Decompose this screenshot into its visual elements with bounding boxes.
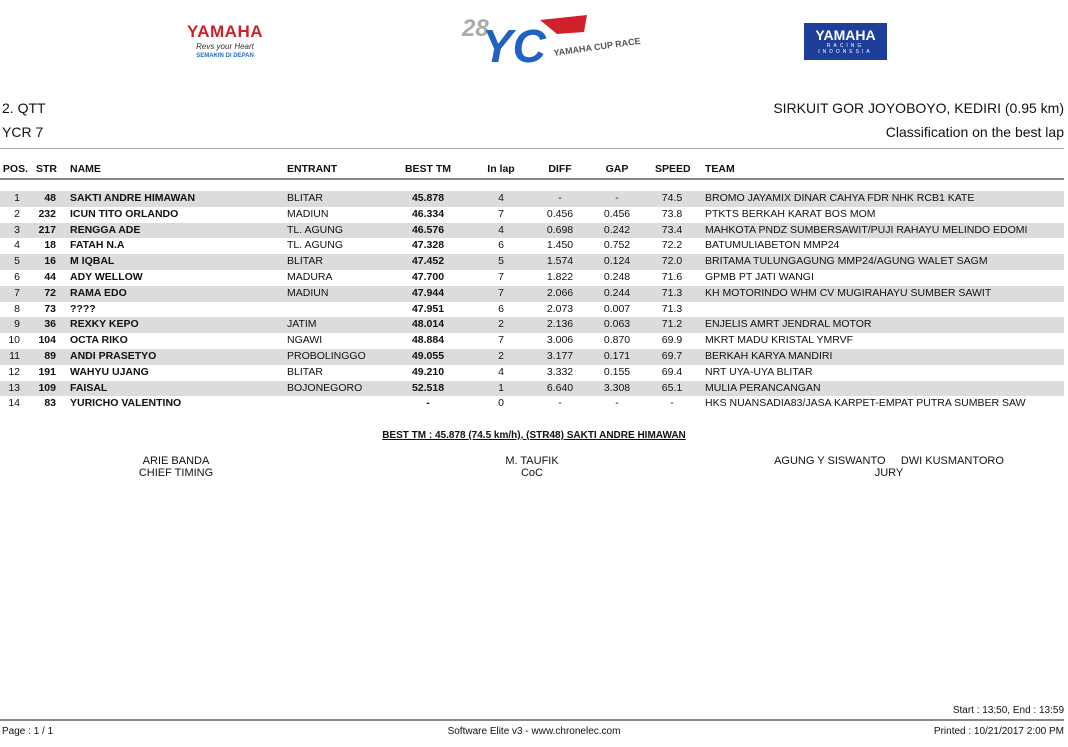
signature-role: CoC [520,467,543,479]
cell-name: SAKTI ANDRE HIMAWAN [70,192,196,204]
signature-name: DWI KUSMANTORO [900,455,1004,467]
col-gap: GAP [605,163,629,175]
start-end-time: Start : 13:50, End : 13:59 [952,705,1064,716]
cell-str: 36 [44,318,56,331]
cell-speed: 71.6 [661,271,683,283]
circuit-title: SIRKUIT GOR JOYOBOYO, KEDIRI (0.95 km) [773,100,1064,116]
cell-team: KH MOTORINDO WHM CV MUGIRAHAYU SUMBER SAWIT [705,286,992,299]
col-speed: SPEED [655,163,691,175]
cell-name: FAISAL [70,381,108,394]
software-credit: Software Elite v3 - www.chronelec.com [447,726,621,737]
chief-timing-signature [116,455,236,479]
cell-entrant: TL. AGUNG [287,223,344,236]
yamaha-racing-logo [804,23,887,60]
cell-diff: 1.450 [546,239,574,252]
cell-team: BROMO JAYAMIX DINAR CAHYA FDR NHK RCB1 KATE [705,192,975,204]
logo-sub: RACING [826,43,865,49]
cell-pos: 1 [14,192,20,204]
signature-name: AGUNG Y SISWANTO [774,455,886,467]
cell-lap: 5 [498,255,504,268]
cell-diff: 2.066 [546,286,574,299]
table-row [0,270,1064,286]
cell-str: 109 [38,381,56,394]
cell-lap: 1 [498,381,504,394]
cell-best: 46.576 [411,223,445,236]
cell-entrant: MADURA [287,271,333,283]
cell-name: REXKY KEPO [70,318,139,331]
cell-team: PTKTS BERKAH KARAT BOS MOM [705,207,876,220]
table-row [0,191,1064,207]
cell-gap: 3.308 [603,381,631,394]
col-str: STR [36,163,57,175]
cell-str: 89 [44,350,56,362]
signature-role: CHIEF TIMING [138,467,214,479]
cell-best: - [426,397,430,410]
cell-entrant: BLITAR [287,255,323,268]
cell-gap: 0.171 [603,350,631,362]
table-row [0,238,1064,254]
col-lap: In lap [487,163,515,175]
cell-team: MKRT MADU KRISTAL YMRVF [705,334,853,347]
header-divider [0,178,1064,180]
cell-diff: - [558,397,562,410]
cell-str: 44 [44,271,56,283]
classification-subtitle: Classification on the best lap [885,124,1064,140]
cell-best: 49.055 [411,350,445,362]
svg-text:YAMAHA CUP RACE: YAMAHA CUP RACE [552,35,642,58]
cell-str: 73 [44,302,56,315]
cell-diff: 1.574 [546,255,574,268]
logo-slogan: SEMAKIN DI DEPAN [196,53,254,59]
cell-team: MAHKOTA PNDZ SUMBERSAWIT/PUJI RAHAYU MELINDO EDOMI [705,223,1028,236]
cell-team: ENJELIS AMRT JENDRAL MOTOR [705,318,872,331]
cell-speed: 73.8 [661,207,683,220]
cell-name: ANDI PRASETYO [70,350,157,362]
cell-name: ADY WELLOW [70,271,143,283]
cell-lap: 0 [498,397,504,410]
cell-team: GPMB PT JATI WANGI [705,271,814,283]
cell-best: 47.452 [411,255,445,268]
cell-pos: 3 [14,223,20,236]
table-header [0,162,1064,178]
cell-lap: 7 [498,207,504,220]
cell-pos: 2 [14,207,20,220]
cell-gap: 0.248 [603,271,631,283]
cell-speed: 69.7 [661,350,683,362]
cell-str: 217 [38,223,56,236]
cell-lap: 7 [498,334,504,347]
printed-date: Printed : 10/21/2017 2:00 PM [933,726,1064,737]
cell-team: BERKAH KARYA MANDIRI [705,350,833,362]
cell-pos: 10 [8,334,20,347]
cell-diff: 6.640 [546,381,574,394]
cell-str: 83 [44,397,56,410]
cell-best: 48.884 [411,334,445,347]
cell-str: 72 [44,286,56,299]
cell-speed: 69.9 [661,334,683,347]
cell-speed: 73.4 [661,223,683,236]
table-row [0,317,1064,333]
cell-pos: 11 [9,350,20,362]
cell-best: 49.210 [411,365,445,378]
jury-signature [750,455,1028,479]
cell-entrant: MADIUN [287,207,329,220]
table-row [0,207,1064,223]
cell-diff: 1.822 [546,271,574,283]
svg-text:YC: YC [482,20,546,72]
class-title: YCR 7 [2,124,44,140]
cell-diff: 3.332 [546,365,574,378]
cell-gap: 0.155 [603,365,631,378]
cell-str: 18 [44,239,56,252]
col-team: TEAM [705,163,735,175]
cell-entrant: BLITAR [287,365,323,378]
session-title: 2. QTT [2,100,46,116]
logo-brand: YAMAHA [186,22,264,41]
cell-team: HKS NUANSADIA83/JASA KARPET-EMPAT PUTRA SUMBER SAW [705,397,1026,410]
cell-lap: 6 [498,302,504,315]
col-name: NAME [70,163,101,175]
cell-pos: 5 [14,255,20,268]
cell-speed: 71.3 [661,302,683,315]
table-row [0,381,1064,397]
cell-pos: 14 [8,397,20,410]
cell-gap: 0.752 [603,239,631,252]
cell-best: 52.518 [411,381,445,394]
logo-brand: YAMAHA [815,27,876,43]
cell-gap: 0.456 [603,207,631,220]
cell-best: 47.944 [411,286,445,299]
col-pos: POS. [2,163,28,175]
table-row [0,349,1064,365]
cell-name: M IQBAL [70,255,115,268]
table-row [0,365,1064,381]
signature-name: M. TAUFIK [505,455,559,467]
cell-speed: 69.4 [661,365,683,378]
cell-pos: 6 [14,271,20,283]
cell-lap: 4 [498,365,504,378]
cell-best: 47.700 [411,271,445,283]
cell-entrant: BLITAR [287,192,323,204]
cell-entrant: TL. AGUNG [287,239,344,252]
cell-best: 45.878 [411,192,445,204]
cell-pos: 4 [14,239,20,252]
cell-lap: 4 [498,223,504,236]
cell-best: 48.014 [411,318,445,331]
cell-lap: 6 [498,239,504,252]
cell-speed: 72.0 [661,255,683,268]
cell-diff: 2.073 [546,302,574,315]
table-row [0,302,1064,318]
col-diff: DIFF [548,163,572,175]
cell-name: ???? [70,302,96,315]
cell-name: YURICHO VALENTINO [70,397,182,410]
cell-speed: 72.2 [661,239,683,252]
cell-lap: 4 [498,192,504,204]
best-lap-summary: BEST TM : 45.878 (74.5 km/h), (STR48) SAKTI ANDRE HIMAWAN [382,430,686,441]
cell-entrant: BOJONEGORO [287,381,363,394]
cell-lap: 7 [498,271,504,283]
table-row [0,254,1064,270]
footer-divider [0,719,1064,721]
col-best: BEST TM [404,163,452,175]
col-entrant: ENTRANT [287,163,338,175]
cell-pos: 12 [8,365,20,378]
coc-signature [472,455,592,479]
yamaha-logo [180,22,270,59]
cell-team: BATUMULIABETON MMP24 [705,239,840,252]
logo-country: INDONESIA [818,49,873,55]
logo-tagline: Revs your Heart [196,42,254,51]
cell-name: RAMA EDO [70,286,127,299]
cell-str: 232 [38,207,56,220]
cell-speed: 65.1 [661,381,683,394]
cell-diff: 0.456 [546,207,574,220]
cell-name: FATAH N.A [70,239,125,252]
cell-name: WAHYU UJANG [70,365,149,378]
cell-team: NRT UYA-UYA BLITAR [705,365,813,378]
cell-gap: 0.063 [603,318,631,331]
cell-diff: - [558,192,562,204]
cell-best: 47.951 [411,302,445,315]
svg-text:28: 28 [462,15,489,42]
divider [0,148,1064,149]
table-row [0,396,1064,412]
cell-str: 191 [38,365,56,378]
table-row [0,223,1064,239]
cell-diff: 0.698 [546,223,574,236]
signature-name: ARIE BANDA [142,455,210,467]
cell-team: MULIA PERANCANGAN [705,381,821,394]
cell-name: OCTA RIKO [70,334,128,347]
cell-gap: 0.242 [603,223,631,236]
cell-team: BRITAMA TULUNGAGUNG MMP24/AGUNG WALET SAGM [705,255,988,268]
cell-diff: 3.177 [546,350,574,362]
cell-entrant: MADIUN [287,286,329,299]
cell-gap: - [615,192,619,204]
cell-speed: 74.5 [661,192,683,204]
table-row [0,286,1064,302]
table-row [0,333,1064,349]
cell-entrant: NGAWI [287,334,323,347]
cell-speed: 71.2 [661,318,683,331]
cell-pos: 9 [14,318,20,331]
cell-lap: 2 [498,350,504,362]
cell-diff: 2.136 [546,318,574,331]
cell-best: 46.334 [411,207,445,220]
cell-lap: 2 [498,318,504,331]
cell-str: 16 [44,255,56,268]
cell-gap: - [615,397,619,410]
cell-entrant: JATIM [287,318,317,331]
cell-str: 48 [44,192,56,204]
cell-entrant: PROBOLINGGO [287,350,366,362]
cell-gap: 0.244 [603,286,631,299]
cell-gap: 0.007 [603,302,631,315]
cell-speed: 71.3 [661,286,683,299]
page-number: Page : 1 / 1 [2,726,54,737]
cell-name: ICUN TITO ORLANDO [70,207,179,220]
cell-name: RENGGA ADE [70,223,141,236]
cell-gap: 0.124 [603,255,631,268]
cell-pos: 13 [8,381,20,394]
signature-role: JURY [874,467,904,479]
ycr-event-logo [462,10,642,72]
cell-speed: - [670,397,674,410]
cell-best: 47.328 [411,239,445,252]
cell-str: 104 [38,334,56,347]
cell-lap: 7 [498,286,504,299]
cell-pos: 8 [14,302,20,315]
cell-pos: 7 [14,286,20,299]
cell-gap: 0.870 [603,334,631,347]
cell-diff: 3.006 [546,334,574,347]
